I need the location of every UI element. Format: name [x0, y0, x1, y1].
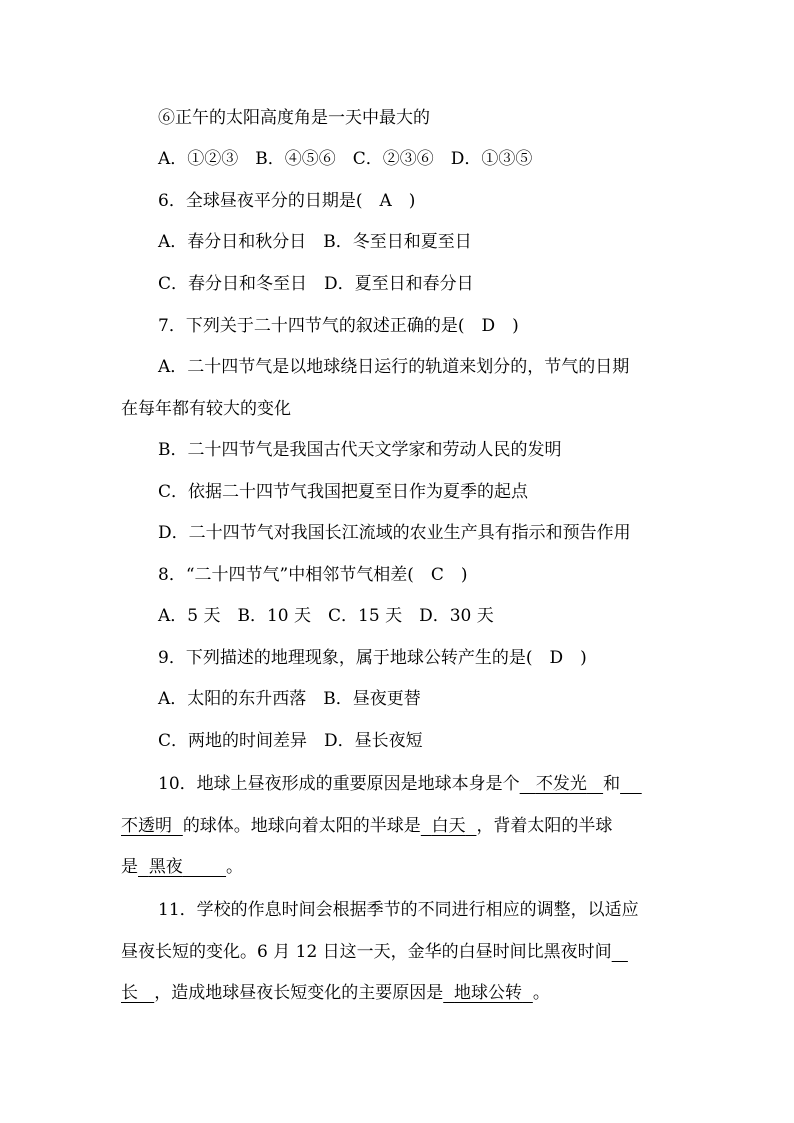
q6-choices-cd: C．春分日和冬至日 D．夏至日和春分日 [158, 274, 474, 294]
q11-line-2 [121, 939, 628, 965]
q8-stem: 8．“二十四节气”中相邻节气相差( C ) [158, 565, 468, 585]
q10-answer-3: 白天 [431, 816, 466, 836]
q10-line-3 [121, 854, 243, 880]
q10-text-1: 10．地球上昼夜形成的重要原因是地球本身是个 [158, 774, 520, 794]
q10-answer-2: 不透明 [121, 816, 172, 836]
q11-text-4: 。 [532, 983, 550, 1003]
q7-stem: 7．下列关于二十四节气的叙述正确的是( D ) [158, 316, 519, 336]
q11-answer-1: 长 [121, 983, 138, 1003]
q11-line-3 [121, 980, 550, 1006]
q7-choice-a-cont: 在每年都有较大的变化 [121, 399, 291, 419]
q11-line-1: 11．学校的作息时间会根据季节的不同进行相应的调整，以适应 [158, 900, 639, 920]
q7-choice-a: A．二十四节气是以地球绕日运行的轨道来划分的，节气的日期 [158, 357, 630, 377]
q8-choices: A．5 天 B．10 天 C．15 天 D．30 天 [158, 606, 494, 626]
q9-stem: 9．下列描述的地理现象，属于地球公转产生的是( D ) [158, 648, 587, 668]
q11-text-2: 昼夜长短的变化。6 月 12 日这一天，金华的白昼时间比黑夜时间 [121, 942, 612, 962]
q9-choices-cd: C．两地的时间差异 D．昼长夜短 [158, 731, 423, 751]
q10-line-2 [121, 813, 612, 839]
q10-text-4: ，背着太阳的半球 [476, 816, 613, 836]
q11-blank-start [612, 939, 628, 965]
q10-line-1 [158, 771, 642, 797]
option-line-6: ⑥正午的太阳高度角是一天中最大的 [158, 108, 430, 128]
q10-answer-4: 黑夜 [148, 857, 183, 877]
q7-choice-c: C．依据二十四节气我国把夏至日作为夏季的起点 [158, 482, 529, 502]
q11-text-3: ，造成地球昼夜长短变化的主要原因是 [154, 983, 444, 1003]
q10-text-6: 。 [226, 857, 244, 877]
q10-blank-cont [620, 771, 642, 797]
q5-choices: A．①②③ B．④⑤⑥ C．②③⑥ D．①③⑤ [158, 149, 533, 169]
q6-choices-ab: A．春分日和秋分日 B．冬至日和夏至日 [158, 232, 472, 252]
q11-answer-2: 地球公转 [454, 983, 523, 1003]
q7-choice-d: D．二十四节气对我国长江流域的农业生产具有指示和预告作用 [158, 523, 631, 543]
q7-choice-b: B．二十四节气是我国古代天文学家和劳动人民的发明 [158, 440, 562, 460]
q6-stem: 6．全球昼夜平分的日期是( A ) [158, 191, 416, 211]
q10-text-5: 是 [121, 857, 138, 877]
q10-answer-1: 不发光 [535, 774, 587, 794]
q10-text-2: 和 [603, 774, 621, 794]
q9-choices-ab: A．太阳的东升西落 B．昼夜更替 [158, 689, 421, 709]
q10-text-3: 的球体。地球向着太阳的半球是 [182, 816, 421, 836]
